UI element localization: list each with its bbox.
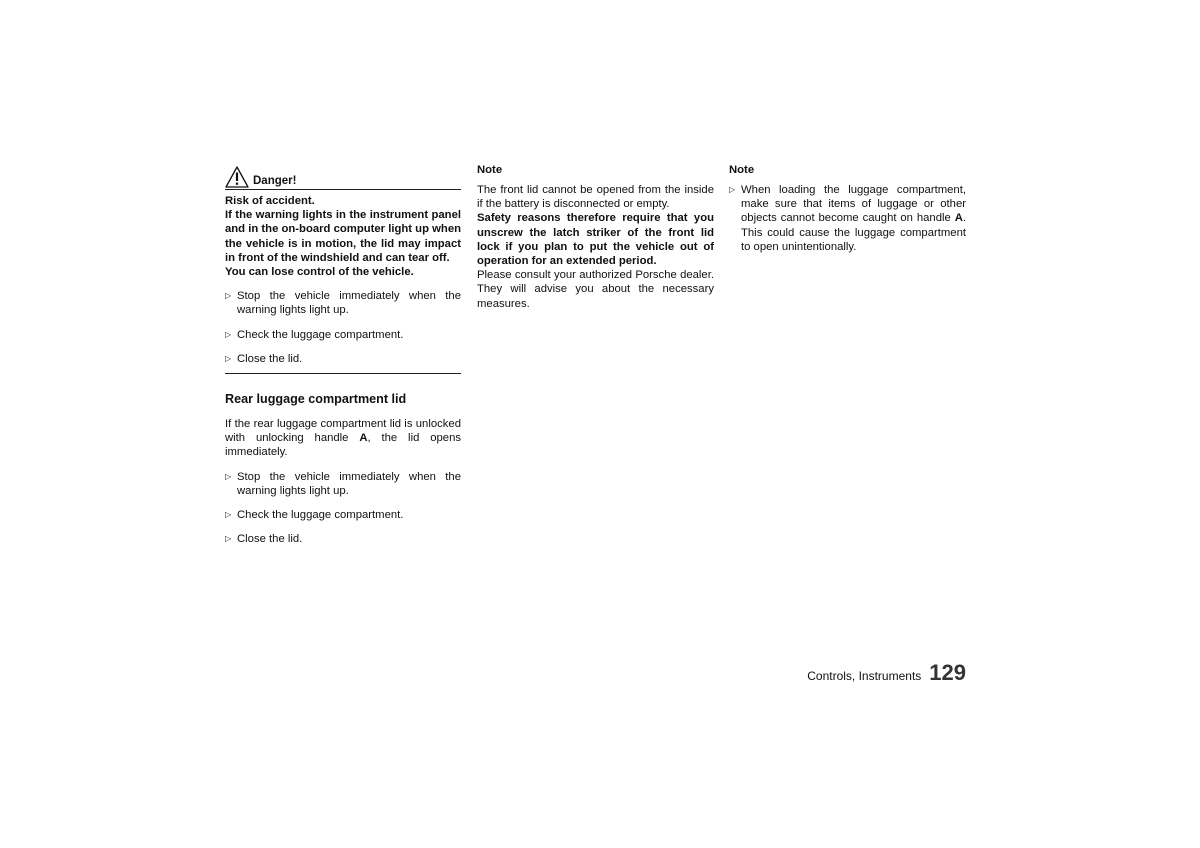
handle-label: A (954, 212, 963, 225)
step-text: Check the luggage compartment. (237, 328, 404, 341)
triangle-bullet-icon: ▷ (225, 291, 232, 301)
bullet-text: . This could cause the luggage compartment to open unintentionally. (741, 212, 966, 253)
page-footer (807, 660, 966, 686)
note-text: The front lid cannot be opened from the inside if the battery is disconnected or empty. (477, 184, 714, 211)
triangle-bullet-icon: ▷ (225, 471, 232, 481)
step-item (225, 328, 461, 342)
middle-column (477, 160, 714, 311)
triangle-bullet-icon: ▷ (225, 353, 232, 363)
step-text: Stop the vehicle immediately when the warning lights light up. (237, 290, 461, 317)
note-body (477, 183, 714, 311)
handle-label: A (359, 432, 368, 445)
step-text: Close the lid. (237, 533, 303, 546)
danger-line: If the warning lights in the instrument panel and in the on-board computer light up when the vehicle is in motion, the lid may impact in front of the windshield and can tear off. (225, 209, 461, 264)
step-item (225, 532, 461, 546)
danger-title: Danger! (253, 175, 297, 187)
page-number: 129 (929, 660, 966, 685)
section-name: Controls, Instruments (807, 669, 922, 683)
triangle-bullet-icon: ▷ (729, 185, 736, 194)
step-text: Close the lid. (237, 352, 303, 365)
triangle-bullet-icon: ▷ (225, 329, 232, 339)
note-warning-text: Safety reasons therefore require that you unscrew the latch striker of the front lid lock if you plan to put the vehicle out of operation for an extended period. (477, 212, 714, 268)
step-item (225, 352, 461, 366)
step-item (225, 508, 461, 522)
right-column (729, 160, 966, 254)
danger-text (225, 194, 461, 279)
step-item (225, 289, 461, 317)
note-title: Note (477, 164, 503, 176)
danger-line: You can lose control of the vehicle. (225, 266, 414, 279)
note-title: Note (729, 164, 755, 176)
warning-triangle-icon (225, 166, 249, 188)
note-bullet (729, 183, 966, 254)
bullet-text: When loading the luggage compartment, make sure that items of luggage or other objects cannot become caught on handle (741, 184, 966, 225)
triangle-bullet-icon: ▷ (225, 534, 232, 544)
danger-header (225, 160, 461, 190)
step-text: Check the luggage compartment. (237, 509, 404, 522)
section-text: , the lid opens immediately. (225, 432, 461, 459)
triangle-bullet-icon: ▷ (225, 510, 232, 520)
step-text: Stop the vehicle immediately when the warning lights light up. (237, 470, 461, 497)
step-item (225, 470, 461, 498)
section-text: If the rear luggage compartment lid is unlocked with unlocking handle (225, 418, 461, 445)
note-bullet-text (741, 183, 966, 254)
danger-line: Risk of accident. (225, 195, 315, 207)
note-text: Please consult your authorized Porsche dealer. They will advise you about the necessary measures. (477, 269, 714, 310)
left-column (225, 160, 461, 546)
section-paragraph (225, 417, 461, 460)
divider (225, 373, 461, 374)
section-heading: Rear luggage compartment lid (225, 392, 407, 407)
